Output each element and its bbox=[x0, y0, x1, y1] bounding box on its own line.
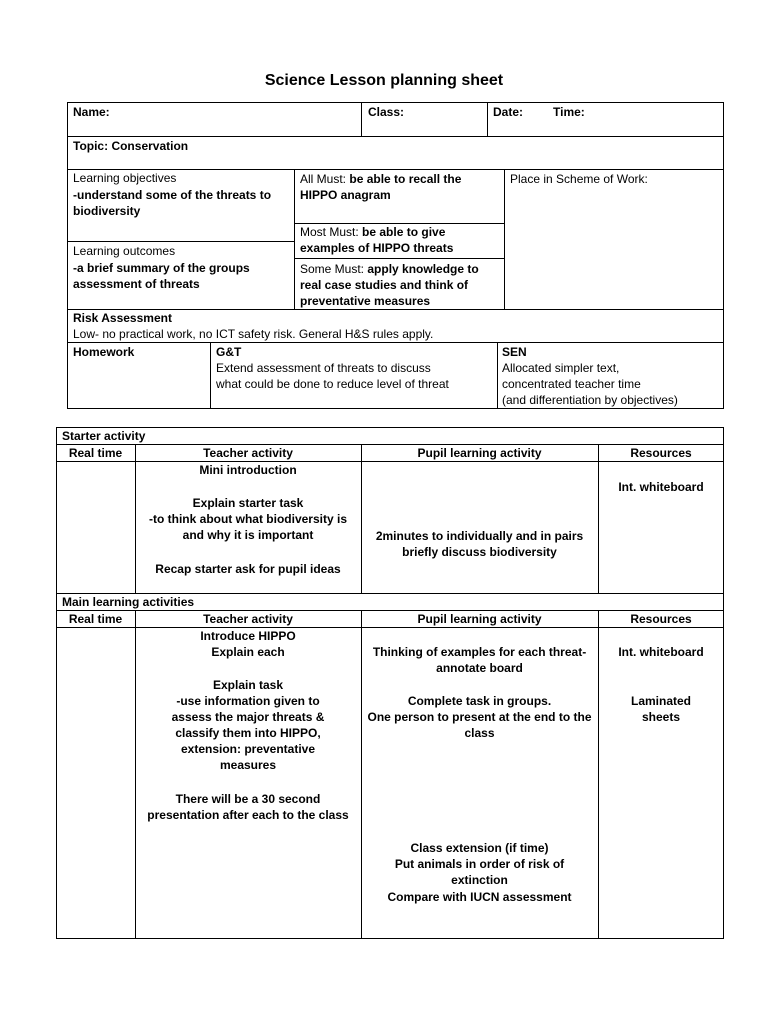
most-must-label: Most Must: bbox=[300, 225, 359, 239]
sen-line: (and differentiation by objectives) bbox=[502, 393, 678, 407]
divider bbox=[67, 136, 724, 137]
learning-objectives-label: Learning objectives bbox=[73, 171, 177, 185]
main-teacher-line: -use information given to assess the major threats & classify them into HIPPO, extension: preventative measures bbox=[171, 694, 325, 772]
divider bbox=[361, 102, 362, 136]
name-label: Name: bbox=[73, 105, 110, 119]
column-header-pupil-activity: Pupil learning activity bbox=[417, 612, 542, 626]
column-header-pupil-activity: Pupil learning activity bbox=[417, 446, 542, 460]
divider bbox=[294, 169, 295, 309]
divider bbox=[598, 444, 599, 593]
most-must bbox=[300, 224, 502, 256]
divider bbox=[67, 241, 294, 242]
learning-outcomes-text: -a brief summary of the groups assessment of threats bbox=[73, 261, 250, 291]
main-pupil-line: Put animals in order of risk of extinction bbox=[394, 857, 565, 887]
starter-pupil-activity: 2minutes to individually and in pairs briefly discuss biodiversity bbox=[375, 529, 584, 559]
starter-teacher-line: -to think about what biodiversity is and why it is important bbox=[148, 512, 347, 542]
page-title: Science Lesson planning sheet bbox=[264, 72, 504, 89]
column-header-teacher-activity: Teacher activity bbox=[203, 446, 293, 460]
main-pupil-line: Class extension (if time) bbox=[410, 841, 549, 855]
divider bbox=[210, 342, 211, 409]
starter-activity-label: Starter activity bbox=[62, 429, 146, 443]
divider bbox=[487, 102, 488, 136]
main-resources-line: Int. whiteboard bbox=[618, 645, 704, 659]
column-header-resources: Resources bbox=[630, 612, 692, 626]
main-teacher-line: Explain each bbox=[211, 645, 285, 659]
time-label: Time: bbox=[553, 105, 585, 119]
some-must-text: apply knowledge to real case studies and think of preventative measures bbox=[300, 262, 479, 308]
class-label: Class: bbox=[368, 105, 405, 119]
main-pupil-line: One person to present at the end to the class bbox=[367, 710, 592, 740]
some-must bbox=[300, 261, 502, 309]
all-must bbox=[300, 171, 502, 203]
sen-line: Allocated simpler text, bbox=[502, 361, 620, 375]
sen-label: SEN bbox=[502, 345, 527, 359]
all-must-text: be able to recall the HIPPO anagram bbox=[300, 172, 462, 202]
main-activities-label: Main learning activities bbox=[62, 595, 195, 609]
learning-outcomes-label: Learning outcomes bbox=[73, 244, 176, 258]
main-pupil-line: Compare with IUCN assessment bbox=[387, 890, 572, 904]
column-header-resources: Resources bbox=[630, 446, 692, 460]
starter-teacher-line: Recap starter ask for pupil ideas bbox=[155, 562, 341, 576]
starter-teacher-line: Mini introduction bbox=[199, 463, 297, 477]
place-in-scheme-label: Place in Scheme of Work: bbox=[510, 172, 648, 186]
topic-label: Topic: Conservation bbox=[73, 139, 189, 153]
learning-objectives-text: -understand some of the threats to biodiversity bbox=[73, 188, 272, 218]
main-teacher-line: There will be a 30 second presentation after each to the class bbox=[147, 792, 349, 822]
some-must-label: Some Must: bbox=[300, 262, 365, 276]
main-pupil-line: Thinking of examples for each threat- annotate board bbox=[372, 645, 587, 675]
starter-teacher-line: Explain starter task bbox=[192, 496, 304, 510]
date-label: Date: bbox=[493, 105, 524, 119]
main-teacher-line: Explain task bbox=[212, 678, 284, 692]
divider bbox=[67, 342, 724, 343]
column-header-real-time: Real time bbox=[68, 612, 123, 626]
column-header-teacher-activity: Teacher activity bbox=[203, 612, 293, 626]
gt-line: what could be done to reduce level of threat bbox=[216, 377, 449, 391]
divider bbox=[497, 342, 498, 409]
homework-label: Homework bbox=[73, 345, 135, 359]
risk-assessment-label: Risk Assessment bbox=[73, 311, 172, 325]
risk-assessment-text: Low- no practical work, no ICT safety risk. General H&S rules apply. bbox=[73, 327, 434, 341]
main-resources-line: Laminated sheets bbox=[630, 694, 691, 724]
divider bbox=[294, 258, 504, 259]
main-pupil-line: Complete task in groups. bbox=[407, 694, 552, 708]
gt-line: Extend assessment of threats to discuss bbox=[216, 361, 431, 375]
main-teacher-line: Introduce HIPPO bbox=[200, 629, 296, 643]
sen-line: concentrated teacher time bbox=[502, 377, 641, 391]
column-header-real-time: Real time bbox=[68, 446, 123, 460]
divider bbox=[504, 169, 505, 309]
starter-resources: Int. whiteboard bbox=[618, 480, 704, 494]
gt-label: G&T bbox=[216, 345, 242, 359]
divider bbox=[361, 444, 362, 593]
all-must-label: All Must: bbox=[300, 172, 347, 186]
most-must-text: be able to give examples of HIPPO threats bbox=[300, 225, 454, 255]
